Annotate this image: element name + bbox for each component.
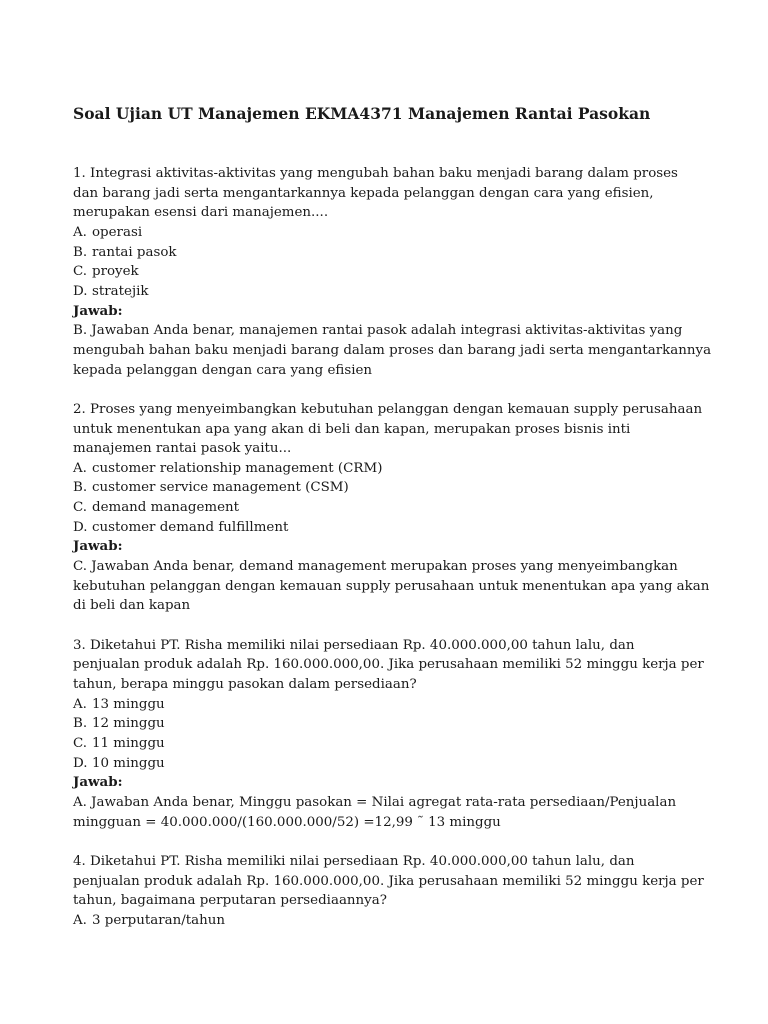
question-text-line: tahun, bagaimana perputaran persediaannya?: [73, 893, 387, 909]
question-3: [73, 636, 703, 833]
option-b: [73, 478, 703, 498]
option-letter: D.: [73, 755, 88, 771]
question-text-line: tahun, berapa minggu pasokan dalam persediaan?: [73, 677, 417, 693]
option-letter: B.: [73, 244, 88, 260]
question-text-line: manajemen rantai pasok yaitu...: [73, 441, 292, 457]
option-text: 10 minggu: [92, 755, 165, 771]
question-text-line: dan barang jadi serta mengantarkannya kepada pelanggan dengan cara yang efisien,: [73, 185, 654, 201]
option-text: customer relationship management (CRM): [92, 460, 383, 476]
answer-text-line: C. Jawaban Anda benar, demand management merupakan proses yang menyeimbangkan: [73, 559, 678, 575]
question-4: [73, 852, 703, 931]
option-letter: A.: [73, 460, 87, 476]
option-c: [73, 734, 703, 754]
answer-text-line: mengubah bahan baku menjadi barang dalam proses dan barang jadi serta mengantarkannya: [73, 342, 712, 358]
question-text-line: 2. Proses yang menyeimbangkan kebutuhan pelanggan dengan kemauan supply perusahaan: [73, 401, 703, 417]
option-a: [73, 223, 703, 243]
option-letter: D.: [73, 283, 88, 299]
option-b: [73, 243, 703, 263]
answer-text-line: A. Jawaban Anda benar, Minggu pasokan = Nilai agregat rata-rata persediaan/Penjualan: [73, 794, 677, 810]
question-2: [73, 400, 710, 616]
question-text-line: penjualan produk adalah Rp. 160.000.000,00. Jika perusahaan memiliki 52 minggu kerja per: [73, 873, 704, 889]
answer-text-line: kebutuhan pelanggan dengan kemauan supply perusahaan untuk menentukan apa yang akan: [73, 578, 710, 594]
option-text: operasi: [92, 224, 143, 240]
option-text: rantai pasok: [92, 244, 177, 260]
option-letter: C.: [73, 264, 88, 280]
option-b: [73, 714, 703, 734]
option-letter: A.: [73, 224, 87, 240]
option-letter: C.: [73, 500, 88, 516]
option-text: customer demand fulfillment: [92, 519, 289, 535]
option-letter: C.: [73, 736, 88, 751]
option-d: [73, 518, 703, 538]
option-text: 3 perputaran/tahun: [92, 912, 225, 928]
question-text-line: 1. Integrasi aktivitas-aktivitas yang mengubah bahan baku menjadi barang dalam proses: [73, 166, 678, 181]
option-letter: D.: [73, 519, 88, 535]
option-c: [73, 498, 703, 518]
document-title: Soal Ujian UT Manajemen EKMA4371 Manajemen Rantai Pasokan: [73, 104, 651, 123]
option-letter: B.: [73, 716, 88, 732]
option-a: [73, 695, 703, 715]
option-a: [73, 911, 703, 931]
option-text: proyek: [92, 264, 139, 280]
option-letter: A.: [73, 912, 87, 928]
question-list: [73, 164, 712, 931]
option-letter: B.: [73, 480, 88, 496]
question-text-line: untuk menentukan apa yang akan di beli dan kapan, merupakan proses bisnis inti: [73, 421, 631, 437]
option-text: demand management: [92, 500, 240, 516]
option-text: stratejik: [92, 283, 149, 299]
option-c: [73, 262, 703, 282]
option-text: customer service management (CSM): [92, 480, 349, 496]
question-text-line: merupakan esensi dari manajemen....: [73, 205, 329, 221]
answer-heading: Jawab:: [73, 302, 123, 319]
question-text-line: 3. Diketahui PT. Risha memiliki nilai persediaan Rp. 40.000.000,00 tahun lalu, dan: [73, 637, 635, 653]
option-letter: A.: [73, 696, 87, 712]
option-text: 11 minggu: [92, 736, 165, 751]
answer-text-line: B. Jawaban Anda benar, manajemen rantai pasok adalah integrasi aktivitas-aktivitas yang: [73, 323, 683, 339]
answer-text-line: kepada pelanggan dengan cara yang efisien: [73, 362, 373, 378]
answer-heading: Jawab:: [73, 538, 123, 555]
answer-text-line: di beli dan kapan: [73, 598, 191, 614]
option-a: [73, 459, 703, 479]
option-text: 13 minggu: [92, 696, 165, 712]
document-page: [73, 101, 712, 950]
answer-text-line: mingguan = 40.000.000/(160.000.000/52) =12,99 ˜ 13 minggu: [73, 814, 501, 830]
option-d: [73, 282, 703, 302]
question-text-line: 4. Diketahui PT. Risha memiliki nilai persediaan Rp. 40.000.000,00 tahun lalu, dan: [73, 853, 635, 869]
option-d: [73, 754, 703, 774]
option-text: 12 minggu: [92, 716, 165, 732]
question-text-line: penjualan produk adalah Rp. 160.000.000,00. Jika perusahaan memiliki 52 minggu kerja per: [73, 657, 704, 673]
question-1: [73, 164, 712, 380]
answer-heading: Jawab:: [73, 774, 123, 791]
